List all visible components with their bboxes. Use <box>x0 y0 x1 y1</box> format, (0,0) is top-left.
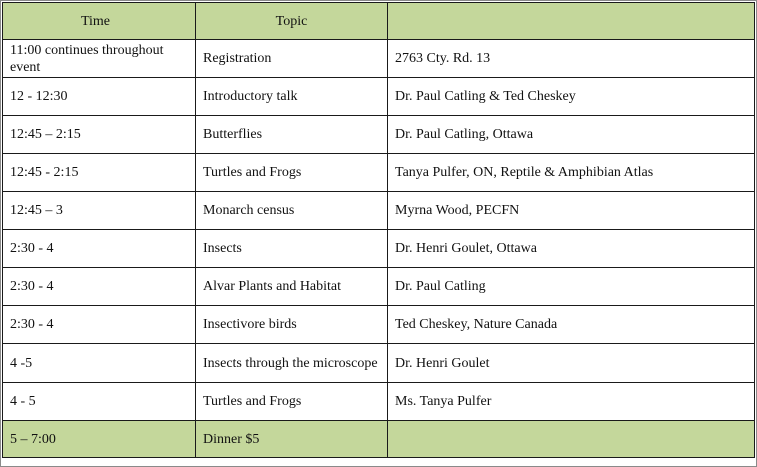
header-row <box>3 3 755 40</box>
cell-topic: Monarch census <box>196 192 388 230</box>
table-row <box>3 230 755 268</box>
cell-time: 2:30 - 4 <box>3 230 196 268</box>
cell-time: 2:30 - 4 <box>3 306 196 344</box>
table-row <box>3 78 755 116</box>
cell-speaker: Ms. Tanya Pulfer <box>388 383 755 421</box>
table-row <box>3 268 755 306</box>
cell-speaker: Dr. Paul Catling & Ted Cheskey <box>388 78 755 116</box>
table-row <box>3 116 755 154</box>
table-row <box>3 344 755 383</box>
cell-time: 12:45 - 2:15 <box>3 154 196 192</box>
cell-speaker: Dr. Paul Catling, Ottawa <box>388 116 755 154</box>
cell-time: 12:45 – 2:15 <box>3 116 196 154</box>
cell-time: 12:45 – 3 <box>3 192 196 230</box>
cell-topic: Butterflies <box>196 116 388 154</box>
table-row <box>3 40 755 78</box>
footer-row <box>3 421 755 458</box>
cell-speaker: Dr. Paul Catling <box>388 268 755 306</box>
cell-topic: Insectivore birds <box>196 306 388 344</box>
cell-speaker: Tanya Pulfer, ON, Reptile & Amphibian Atlas <box>388 154 755 192</box>
header-speaker <box>388 3 755 40</box>
table-row <box>3 154 755 192</box>
footer-speaker <box>388 421 755 458</box>
cell-topic: Registration <box>196 40 388 78</box>
header-topic: Topic <box>196 3 388 40</box>
footer-time: 5 – 7:00 <box>3 421 196 458</box>
table-row <box>3 192 755 230</box>
header-time: Time <box>3 3 196 40</box>
table-row <box>3 306 755 344</box>
cell-topic: Alvar Plants and Habitat <box>196 268 388 306</box>
cell-time: 11:00 continues throughout event <box>3 40 196 78</box>
cell-topic: Turtles and Frogs <box>196 383 388 421</box>
table-row <box>3 383 755 421</box>
cell-time: 4 -5 <box>3 344 196 383</box>
cell-topic: Turtles and Frogs <box>196 154 388 192</box>
cell-time: 2:30 - 4 <box>3 268 196 306</box>
cell-topic: Insects <box>196 230 388 268</box>
cell-time: 12 - 12:30 <box>3 78 196 116</box>
footer-topic: Dinner $5 <box>196 421 388 458</box>
cell-speaker: 2763 Cty. Rd. 13 <box>388 40 755 78</box>
cell-topic: Insects through the microscope <box>196 344 388 383</box>
cell-speaker: Dr. Henri Goulet, Ottawa <box>388 230 755 268</box>
schedule-table <box>2 2 755 458</box>
cell-time: 4 - 5 <box>3 383 196 421</box>
cell-topic: Introductory talk <box>196 78 388 116</box>
cell-speaker: Myrna Wood, PECFN <box>388 192 755 230</box>
cell-speaker: Ted Cheskey, Nature Canada <box>388 306 755 344</box>
cell-speaker: Dr. Henri Goulet <box>388 344 755 383</box>
